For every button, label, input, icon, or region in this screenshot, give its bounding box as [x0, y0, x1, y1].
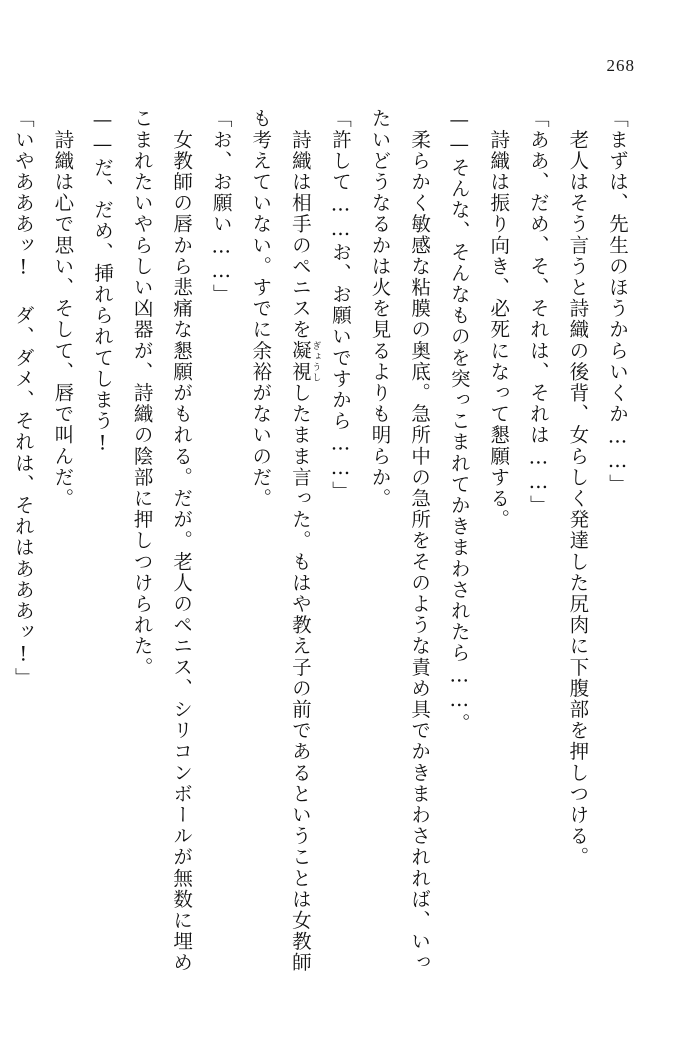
ruby-base: 凝視 [288, 340, 312, 383]
paragraph: 「ああ、だめ、そ、それは、それは……」 [526, 108, 550, 516]
paragraph: 「お、お願い……」 [209, 108, 233, 305]
paragraph: 「まずは、先生のほうからいくか……」 [606, 108, 629, 495]
ruby-reading: ぎょうし [310, 340, 321, 383]
paragraph: ——そんな、そんなものを突っこまれてかきまわされたら……。 [447, 108, 471, 734]
page-text-body [11, 108, 637, 990]
paragraph: ——だ、だめ、挿れられてしまう! [90, 108, 114, 457]
paragraph: 「許して……お、お願いですから……」 [328, 108, 352, 502]
ruby-annotation [288, 340, 321, 383]
paragraph: 柔らかく敏感な粘膜の奥底。急所中の急所をそのような責め具でかきまわされれば、いったいどうなるかは火を見るよりも明らか。 [368, 108, 432, 974]
paragraph: 老人はそう言うと詩織の後背、女らしく発達した尻肉に下腹部を押しつける。 [566, 108, 590, 868]
paragraph: 「いやあああッ! ダ、ダメ、それは、それはあああッ!」 [11, 108, 35, 689]
paragraph: 女教師の唇から悲痛な懇願がもれる。だが。老人のペニス、シリコンボールが無数に埋めこまれたいやらしい凶器が、詩織の陰部に押しつけられた。 [130, 108, 194, 974]
page-number: 268 [606, 56, 635, 75]
paragraph: 詩織は心で思い、そして、唇で叫んだ。 [51, 108, 75, 509]
paragraph-with-ruby: 詩織は相手のペニスを凝視ぎょうししたまま言った。もはや教え子の前であるということは女教師も考えていない。すでに余裕がないのだ。 [249, 108, 321, 974]
paragraph: 詩織は振り向き、必死になって懇願する。 [487, 108, 511, 530]
